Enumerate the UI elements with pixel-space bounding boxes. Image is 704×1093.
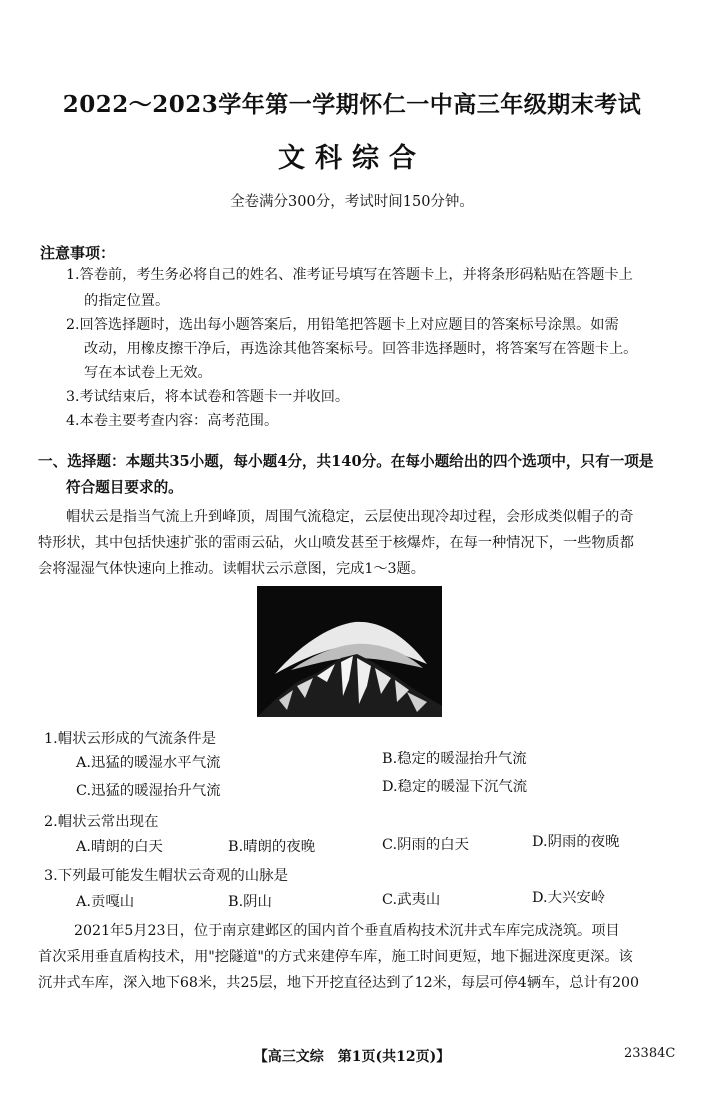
question-1-stem: 1.帽状云形成的气流条件是 xyxy=(44,731,217,747)
passage-line: 沉井式车库，深入地下68米，共25层，地下开挖直径达到了12米，每层可停4辆车，总计有200 xyxy=(38,975,640,991)
page-footer: 【高三文综 第1页(共12页)】 xyxy=(253,1049,451,1065)
passage-line: 会将湿湿气体快速向上推动。读帽状云示意图，完成1～3题。 xyxy=(38,561,425,577)
cap-cloud-photo xyxy=(257,586,442,717)
passage-line: 帽状云是指当气流上升到峰顶，周围气流稳定，云层使出现冷却过程，会形成类似帽子的奇 xyxy=(66,509,634,525)
section-heading: 一、选择题：本题共35小题，每小题4分，共140分。在每小题给出的四个选项中，只有一项是 xyxy=(38,453,654,470)
section-heading-cont: 符合题目要求的。 xyxy=(66,479,183,496)
question-2-option-d: D.阴雨的夜晚 xyxy=(532,834,620,850)
question-3-option-d: D.大兴安岭 xyxy=(532,890,606,906)
question-2-option-c: C.阴雨的白天 xyxy=(382,837,470,853)
exam-title: 2022～2023学年第一学期怀仁一中高三年级期末考试 xyxy=(62,91,642,118)
question-3-option-a: A.贡嘎山 xyxy=(76,894,135,910)
note-line: 1.答卷前，考生务必将自己的姓名、准考证号填写在答题卡上，并将条形码粘贴在答题卡上 xyxy=(66,267,633,283)
question-3-stem: 3.下列最可能发生帽状云奇观的山脉是 xyxy=(44,868,288,884)
exam-info: 全卷满分300分，考试时间150分钟。 xyxy=(230,194,474,210)
exam-subject: 文科综合 xyxy=(278,143,426,174)
passage-line: 2021年5月23日，位于南京建邺区的国内首个垂直盾构技术沉井式车库完成浇筑。项目 xyxy=(74,923,620,939)
notes-heading: 注意事项： xyxy=(40,244,116,262)
question-3-option-c: C.武夷山 xyxy=(382,892,441,908)
question-1-option-c: C.迅猛的暖湿抬升气流 xyxy=(76,783,221,799)
note-line: 2.回答选择题时，选出每小题答案后，用铅笔把答题卡上对应题目的答案标号涂黑。如需 xyxy=(66,317,619,333)
question-2-option-a: A.晴朗的白天 xyxy=(76,839,163,855)
note-line: 4.本卷主要考查内容：高考范围。 xyxy=(66,413,279,429)
passage-line: 特形状，其中包括快速扩张的雷雨云砧，火山喷发甚至于核爆炸，在每一种情况下，一些物质都 xyxy=(38,535,634,551)
note-line: 改动，用橡皮擦干净后，再选涂其他答案标号。回答非选择题时，将答案写在答题卡上。 xyxy=(84,341,638,357)
question-2-stem: 2.帽状云常出现在 xyxy=(44,814,159,830)
question-1-option-a: A.迅猛的暖湿水平气流 xyxy=(76,755,221,771)
note-line: 的指定位置。 xyxy=(84,293,170,309)
note-line: 3.考试结束后，将本试卷和答题卡一并收回。 xyxy=(66,389,350,405)
question-1-option-b: B.稳定的暖湿抬升气流 xyxy=(382,751,527,767)
passage-line: 首次采用垂直盾构技术，用"挖隧道"的方式来建停车库，施工时间更短，地下掘进深度更深。该 xyxy=(38,949,633,965)
paper-code: 23384C xyxy=(624,1046,676,1061)
question-2-option-b: B.晴朗的夜晚 xyxy=(228,839,316,855)
note-line: 写在本试卷上无效。 xyxy=(84,365,212,381)
question-1-option-d: D.稳定的暖湿下沉气流 xyxy=(382,779,528,795)
question-3-option-b: B.阴山 xyxy=(228,894,272,910)
